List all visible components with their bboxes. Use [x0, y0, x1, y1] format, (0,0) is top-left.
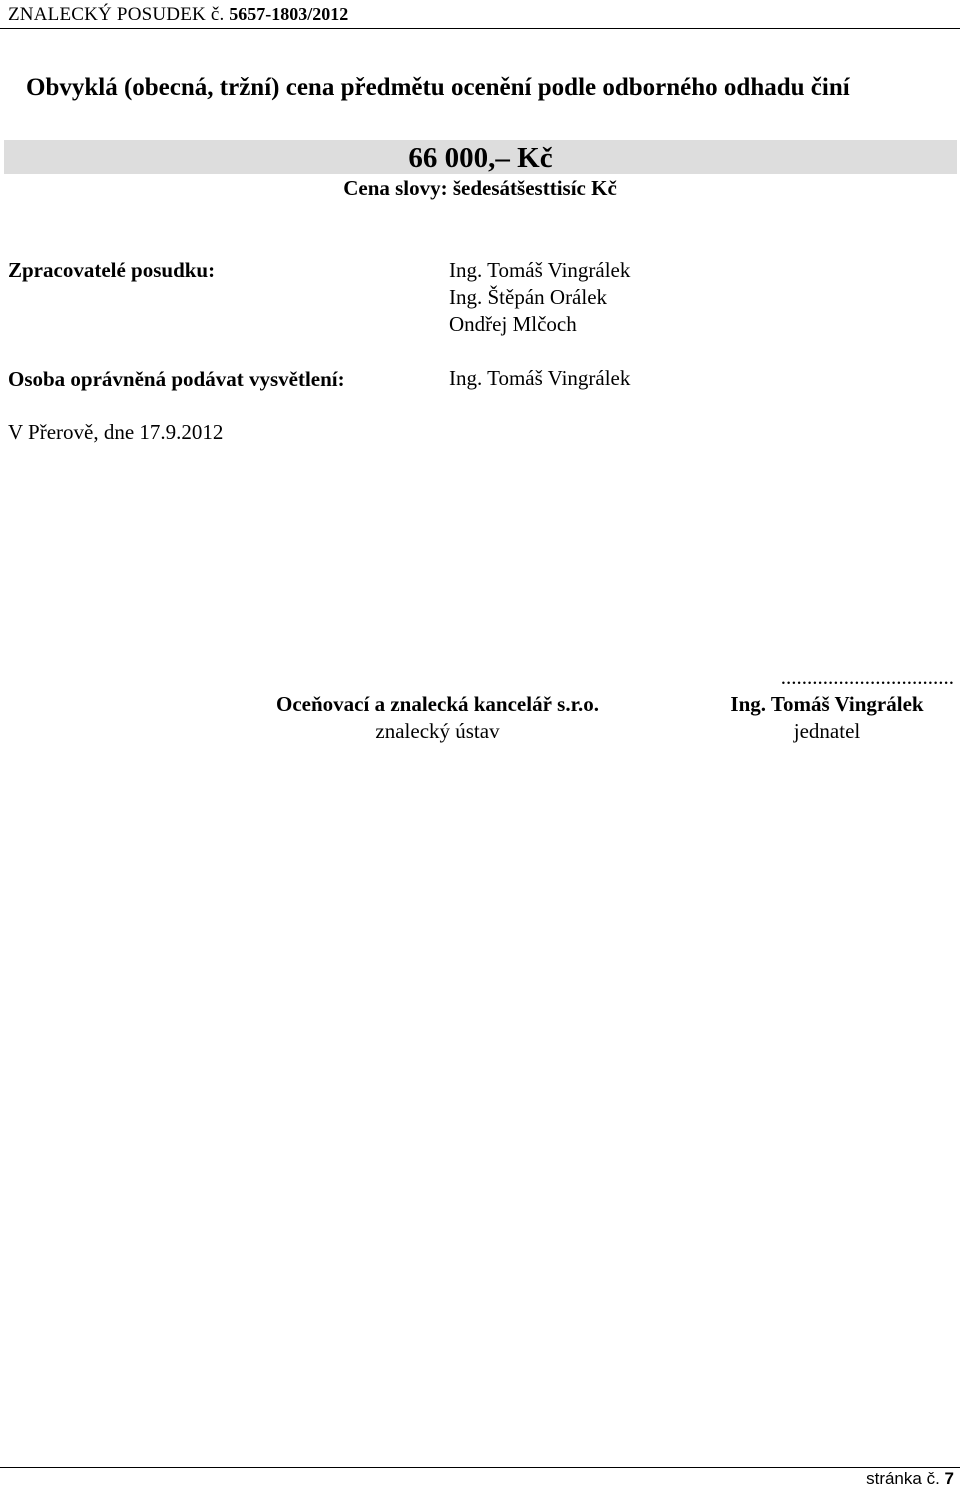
document-header	[0, 0, 960, 29]
signature-line: .................................	[780, 665, 954, 689]
place-and-date: V Přerově, dne 17.9.2012	[8, 420, 224, 444]
signer-name: Ing. Tomáš Vingrálek	[730, 692, 924, 716]
header-document-number: 5657-1803/2012	[229, 4, 349, 24]
authors-list	[449, 257, 630, 338]
authorized-person-name: Ing. Tomáš Vingrálek	[449, 366, 631, 390]
page-footer	[866, 1469, 954, 1489]
price-amount: 66 000,– Kč	[4, 140, 957, 174]
signature-block-company	[250, 691, 625, 745]
authorized-person	[449, 365, 630, 392]
authors-label: Zpracovatelé posudku:	[8, 258, 216, 282]
author-name: Ondřej Mlčoch	[449, 312, 577, 336]
company-name: Oceňovací a znalecká kancelář s.r.o.	[276, 692, 599, 716]
header-label: ZNALECKÝ POSUDEK č.	[8, 4, 225, 25]
company-role: znalecký ústav	[375, 719, 500, 743]
page-number: 7	[944, 1469, 954, 1488]
authorized-person-label: Osoba oprávněná podávat vysvětlení:	[8, 367, 345, 391]
signature-block-signer	[700, 664, 954, 745]
signer-role: jednatel	[793, 719, 861, 743]
price-in-words: Cena slovy: šedesátšesttisíc Kč	[343, 176, 617, 200]
author-name: Ing. Štěpán Orálek	[449, 285, 608, 309]
page-label: stránka č.	[866, 1469, 940, 1488]
footer-divider	[0, 1467, 960, 1468]
price-heading: Obvyklá (obecná, tržní) cena předmětu ocenění podle odborného odhadu činí	[26, 74, 850, 101]
author-name: Ing. Tomáš Vingrálek	[449, 258, 631, 282]
